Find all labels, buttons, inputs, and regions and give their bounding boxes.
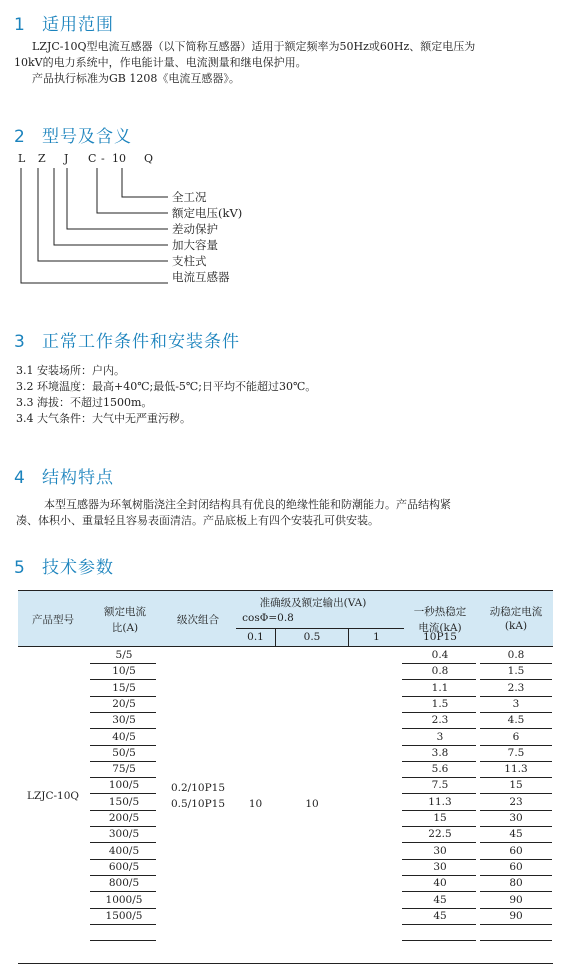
row-thermal: 0.8: [431, 665, 449, 678]
row-underline: [402, 908, 476, 909]
row-underline: [480, 663, 552, 664]
row-ratio: 200/5: [108, 812, 140, 824]
model-label: 电流互感器: [172, 270, 230, 284]
header-acc-01: 0.1: [247, 631, 264, 643]
model-cell: LZJC-10Q: [26, 790, 80, 802]
row-ratio: 100/5: [108, 779, 140, 792]
row-underline: [480, 777, 552, 778]
row-underline: [480, 745, 552, 746]
condition-item: 3.1 安装场所：户内。: [16, 364, 125, 377]
model-label: 全工况: [172, 190, 207, 204]
model-char: -: [101, 152, 105, 165]
header-thermal-l2: 电流(kA): [418, 622, 462, 634]
model-label: 支柱式: [172, 254, 207, 268]
header-acc-1: 1: [373, 631, 380, 643]
row-dynamic: 6: [512, 730, 520, 743]
row-ratio: 300/5: [108, 828, 140, 841]
row-ratio: 150/5: [108, 795, 140, 808]
model-char: L: [18, 152, 26, 165]
row-underline: [480, 793, 552, 794]
row-thermal: 45: [433, 909, 447, 922]
row-dynamic: 2.3: [507, 681, 525, 694]
row-underline: [402, 842, 476, 843]
section-3-heading: [14, 327, 240, 352]
row-underline: [402, 728, 476, 729]
row-ratio: 10/5: [112, 665, 136, 678]
section-5-heading: [14, 553, 114, 578]
header-class: 级次组合: [177, 614, 219, 626]
row-underline: [90, 745, 156, 746]
row-thermal: 1.1: [431, 681, 449, 694]
row-underline: [402, 793, 476, 794]
row-ratio: 30/5: [112, 714, 136, 727]
model-char: Q: [144, 152, 154, 165]
row-underline: [402, 712, 476, 713]
row-thermal: 3: [436, 730, 444, 743]
header-ratio-l1: 额定电流: [104, 606, 146, 618]
s4-paragraph-line-2: 凑、体积小、重量轻且容易表面清洁。产品底板上有四个安装孔可供安装。: [16, 514, 379, 527]
row-ratio: 20/5: [112, 697, 136, 710]
header-dynamic-l1: 动稳定电流: [489, 606, 543, 618]
row-underline: [90, 663, 156, 664]
row-dynamic: 80: [509, 877, 523, 890]
row-underline: [480, 679, 552, 680]
row-ratio: 5/5: [115, 649, 133, 661]
row-dynamic: 23: [509, 795, 523, 808]
header-dynamic-l2: (kA): [504, 620, 528, 632]
row-underline: [480, 875, 552, 876]
row-dynamic: 1.5: [507, 665, 525, 678]
row-dynamic: 4.5: [507, 714, 525, 727]
row-underline: [480, 696, 552, 697]
row-underline: [480, 712, 552, 713]
row-thermal: 45: [433, 893, 447, 906]
s4-paragraph-line-1: 本型互感器为环氧树脂浇注全封闭结构具有优良的绝缘性能和防潮能力。产品结构紧: [44, 498, 451, 511]
row-thermal: 7.5: [431, 779, 449, 792]
row-dynamic: 60: [509, 844, 523, 857]
row-thermal: 40: [433, 877, 447, 890]
model-char: C: [88, 152, 97, 165]
header-thermal-l3: 10P15: [423, 631, 457, 643]
section-number: 2: [14, 127, 26, 147]
row-dynamic: 45: [509, 828, 523, 841]
row-thermal: 11.3: [428, 795, 452, 808]
row-dynamic: 3: [512, 697, 520, 710]
row-dynamic: 90: [509, 909, 523, 922]
header-thermal-l1: 一秒热稳定: [413, 606, 467, 618]
row-dynamic: 11.3: [504, 763, 528, 776]
row-ratio: 600/5: [108, 860, 140, 873]
model-label: 加大容量: [172, 238, 218, 252]
row-thermal: 30: [433, 844, 447, 857]
row-underline: [402, 859, 476, 860]
row-underline: [90, 810, 156, 811]
row-underline: [402, 875, 476, 876]
row-underline: [402, 696, 476, 697]
row-underline: [90, 777, 156, 778]
model-char: J: [64, 152, 69, 165]
row-underline: [402, 745, 476, 746]
s1-paragraph-line-2: 10kV的电力系统中，作电能计量、电流测量和继电保护用。: [14, 56, 307, 69]
section-number: 4: [14, 468, 26, 488]
s1-standard-line: 产品执行标准为GB 1208《电流互感器》。: [32, 72, 240, 85]
row-underline: [90, 826, 156, 827]
class-cell-l2: 0.5/10P15: [170, 798, 226, 810]
row-underline: [402, 761, 476, 762]
row-underline: [402, 679, 476, 680]
section-number: 3: [14, 332, 26, 352]
row-dynamic: 30: [509, 812, 523, 824]
row-thermal: 22.5: [428, 828, 452, 841]
condition-item: 3.2 环境温度：最高+40℃;最低-5℃;日平均不能超过30℃。: [16, 380, 317, 393]
row-thermal: 2.3: [431, 714, 449, 727]
row-underline: [480, 810, 552, 811]
section-title: 结构特点: [42, 468, 114, 488]
row-ratio: 1000/5: [105, 893, 143, 906]
row-dynamic: 15: [509, 779, 523, 792]
row-underline: [90, 842, 156, 843]
row-thermal: 5.6: [431, 763, 449, 776]
row-thermal: 3.8: [431, 746, 449, 759]
header-model: 产品型号: [32, 614, 74, 626]
section-4-heading: [14, 463, 114, 488]
row-underline: [480, 728, 552, 729]
header-ratio-l2: 比(A): [111, 622, 139, 634]
row-underline: [480, 826, 552, 827]
row-thermal: 1.5: [431, 697, 449, 710]
row-underline: [90, 859, 156, 860]
model-bracket-lines: [0, 0, 575, 300]
row-ratio: 50/5: [112, 746, 136, 759]
row-underline: [90, 679, 156, 680]
row-thermal: 15: [433, 812, 447, 824]
row-underline: [480, 842, 552, 843]
row-underline: [480, 940, 552, 941]
row-underline: [402, 826, 476, 827]
row-underline: [480, 761, 552, 762]
section-number: 5: [14, 558, 26, 578]
section-title: 技术参数: [42, 558, 114, 578]
row-ratio: 1500/5: [105, 909, 143, 922]
row-ratio: 400/5: [108, 844, 140, 857]
section-number: 1: [14, 15, 26, 35]
row-underline: [402, 940, 476, 941]
row-underline: [90, 891, 156, 892]
row-dynamic: 7.5: [507, 746, 525, 759]
condition-item: 3.3 海拔：不超过1500m。: [16, 396, 153, 409]
header-acc-05: 0.5: [303, 631, 321, 643]
cosphi-underline: [236, 628, 404, 629]
condition-item: 3.4 大气条件：大气中无严重污秽。: [16, 412, 191, 425]
section-title: 型号及含义: [42, 127, 132, 147]
row-underline: [402, 891, 476, 892]
row-dynamic: 0.8: [507, 649, 525, 661]
model-char: 10: [112, 152, 126, 165]
table-header-bottom-border: [18, 646, 553, 647]
header-accuracy: 准确级及额定输出(VA): [259, 597, 367, 609]
model-label: 差动保护: [172, 222, 218, 236]
section-title: 适用范围: [42, 15, 114, 35]
row-ratio: 40/5: [112, 730, 136, 743]
header-cosphi: cosΦ=0.8: [242, 612, 294, 624]
tech-params-table: [18, 590, 553, 964]
row-underline: [402, 777, 476, 778]
table-top-border: [18, 590, 553, 591]
row-thermal: 30: [433, 860, 447, 873]
row-underline: [90, 908, 156, 909]
row-underline: [480, 891, 552, 892]
row-underline: [402, 924, 476, 925]
row-underline: [90, 696, 156, 697]
row-underline: [402, 810, 476, 811]
row-underline: [90, 793, 156, 794]
row-underline: [402, 663, 476, 664]
class-cell-l1: 0.2/10P15: [170, 782, 226, 794]
row-ratio: 75/5: [112, 763, 136, 776]
row-underline: [90, 728, 156, 729]
row-underline: [90, 924, 156, 925]
row-thermal: 0.4: [431, 649, 449, 661]
row-underline: [90, 712, 156, 713]
s1-paragraph-line-1: LZJC-10Q型电流互感器（以下简称互感器）适用于额定频率为50Hz或60Hz、额定电压为: [32, 40, 476, 53]
row-dynamic: 90: [509, 893, 523, 906]
section-title: 正常工作条件和安装条件: [42, 332, 240, 352]
acc-05-cell: 10: [305, 798, 319, 810]
table-bottom-border: [18, 963, 553, 964]
row-ratio: 15/5: [112, 681, 136, 694]
model-label: 额定电压(kV): [172, 206, 243, 220]
row-dynamic: 60: [509, 860, 523, 873]
row-underline: [480, 859, 552, 860]
acc-01-cell: 10: [248, 798, 263, 810]
row-underline: [480, 924, 552, 925]
row-underline: [90, 940, 156, 941]
row-underline: [480, 908, 552, 909]
row-ratio: 800/5: [108, 877, 140, 890]
row-underline: [90, 875, 156, 876]
model-char: Z: [38, 152, 46, 165]
row-underline: [90, 761, 156, 762]
